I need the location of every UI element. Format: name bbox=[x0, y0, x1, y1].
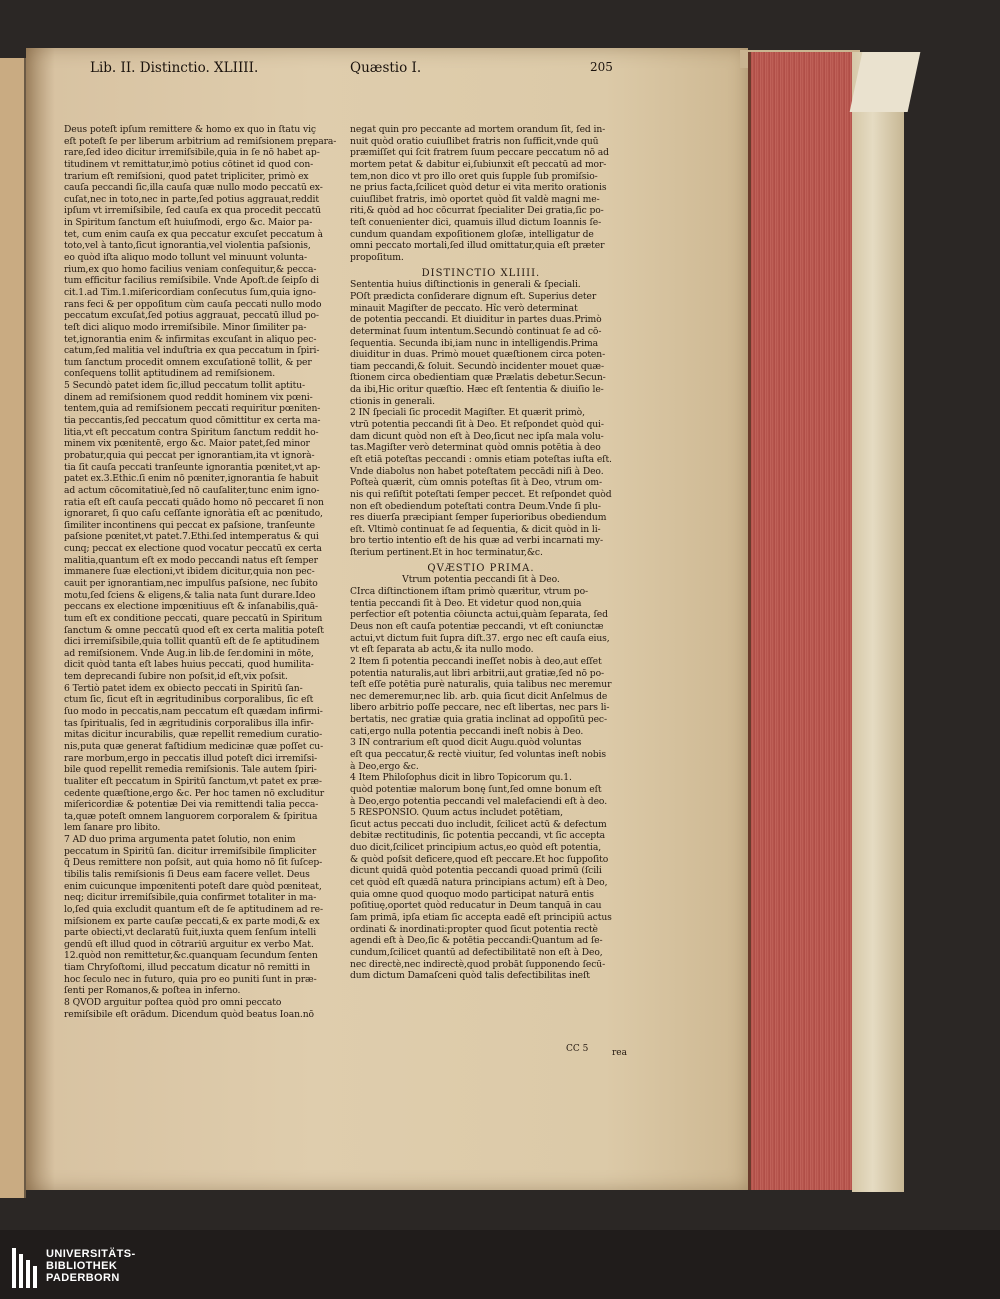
text-line: libero arbitrio poſſe peccare, nec eſt libertas, nec pars li- bbox=[350, 702, 610, 714]
text-line: ignoraret, ſi quo caſu ceſſante ignoràtia eſt ac pœnitudo, bbox=[64, 508, 323, 520]
text-line: miſericordiæ & potentiæ Dei via remittendi talia pecca- bbox=[64, 799, 319, 811]
text-line: vtrū potentia peccandi ſit à Deo. Et reſpondet quòd qui- bbox=[350, 419, 604, 431]
text-line: ctum ſic, ſicut eſt in ægritudinibus corporalibus, ſic eſt bbox=[64, 694, 314, 706]
text-line: immanere ſuæ electioni,vt ibidem dicitur,quia non pec- bbox=[64, 566, 315, 578]
text-line: quòd potentiæ malorum bonę ſunt,ſed omne bonum eſt bbox=[350, 783, 602, 795]
text-line: 3 IN contrarium eſt quod dicit Augu.quòd voluntas bbox=[350, 737, 582, 749]
text-line: peccatum excuſat,ſed potius aggrauat, peccatū illud po- bbox=[64, 310, 319, 322]
text-line: negat quin pro peccante ad mortem orandum ſit, ſed in- bbox=[350, 124, 606, 135]
text-line: miſsionem ex parte cauſæ peccati,& ex parte modi,& ex bbox=[64, 915, 320, 927]
text-line: Deus non eſt cauſa potentiæ peccandi, vt eſt coniunctæ bbox=[350, 620, 604, 632]
text-line: dinem ad remiſsionem quod reddit hominem vix pœni- bbox=[64, 391, 313, 403]
library-name-line2: BIBLIOTHEK bbox=[46, 1260, 118, 1272]
text-line: ordinati & inordinati:propter quod ſicut potentia rectè bbox=[350, 923, 598, 935]
text-line: ſimiliter incontinens qui peccat ex paſsione, tranſeunte bbox=[64, 519, 316, 531]
text-line: riti,& quòd ad hoc cōcurrat ſpecialiter Dei gratia,ſic po- bbox=[350, 205, 604, 217]
quaestio-heading: QVÆSTIO PRIMA. bbox=[427, 562, 535, 574]
text-line: eſt qua peccatur,& rectè viuitur, ſed voluntas ineſt nobis bbox=[350, 748, 607, 760]
text-line: 5 RESPONSIO. Quum actus includet potētiam, bbox=[350, 807, 563, 819]
text-line: 8 QVOD arguitur poſtea quòd pro omni peccato bbox=[64, 997, 282, 1009]
text-line: 2 IN ſpeciali ſic procedit Magiſter. Et quærit primò, bbox=[350, 407, 585, 419]
text-line: duo dicit,ſcilicet principium actus,eo quòd eſt potentia, bbox=[350, 842, 602, 854]
text-line: trarium eſt remiſsioni, quod patet tripliciter, primò ex bbox=[64, 170, 309, 182]
vellum-binding bbox=[852, 52, 904, 1192]
text-line: præmiſſet qui ſcit fratrem ſuum peccare peccatum nō ad bbox=[350, 147, 609, 159]
library-logo bbox=[12, 1248, 136, 1288]
text-line: bro tertio intentio eſt de his quæ ad verbi incarnati my- bbox=[350, 535, 604, 547]
text-line: litia,vt eſt peccatum contra Spiritum ſanctum reddit ho- bbox=[64, 426, 319, 438]
right-column-continuation bbox=[350, 124, 612, 264]
text-line: lem ſanare pro libito. bbox=[64, 822, 161, 834]
catchword: rea bbox=[612, 1048, 627, 1058]
text-line: potentia naturalis,aut libri arbitrii,aut gratiæ,ſed nō po- bbox=[350, 667, 605, 679]
text-line: remiſsibile eſt orādum. Dicendum quòd beatus Ioan.nō bbox=[64, 1008, 314, 1020]
distinctio-heading: DISTINCTIO XLIIII. bbox=[421, 267, 541, 279]
text-line: dicit quòd tanta eſt labes huius peccati, quod humilita- bbox=[64, 659, 314, 671]
text-line: nis qui reſiſtit poteſtati ſemper peccet. Et reſpondet quòd bbox=[350, 488, 612, 500]
text-line: minem vix pœnitentē, ergo &c. Maior patet,ſed minor bbox=[64, 438, 310, 450]
text-line: eſt etiā poteſtas peccandi : omnis etiam poteſtas iuſta eſt. bbox=[350, 453, 612, 465]
right-text-column bbox=[350, 124, 612, 982]
text-line: cundum,ſcilicet quantū ad defectibilitatē non eſt à Deo, bbox=[350, 946, 603, 958]
text-line: gendū eſt illud quod in cōtrariū arguitur ex verbo Mat. bbox=[64, 938, 314, 950]
distinctio-text bbox=[350, 291, 612, 559]
text-line: parte obiecti,vt declaratū fuit,iuxta quem ſenſum intelli bbox=[64, 927, 317, 939]
text-line: Vnde diabolus non habet poteſtatem peccādi niſi à Deo. bbox=[350, 465, 604, 477]
text-line: teſt conuenienter dici, quamuis illud dictum Ioannis ſe- bbox=[350, 217, 602, 229]
signature-mark: CC 5 bbox=[566, 1044, 589, 1054]
text-line: ne prius facta,ſcilicet quòd detur ei vita merito orationis bbox=[350, 182, 607, 194]
text-line: dam dicunt quòd non eſt à Deo,ſicut nec ipſa mala volu- bbox=[350, 430, 604, 442]
text-line: cunq; peccat ex electione quod vocatur peccatū ex certa bbox=[64, 543, 322, 555]
text-line: in Spiritum ſanctum eſt huiuſmodi, ergo &c. Maior pa- bbox=[64, 217, 313, 229]
text-line: cet quòd eſt quædā natura principians actum) eſt à Deo, bbox=[350, 877, 608, 889]
library-name-line1: UNIVERSITÄTS- bbox=[46, 1248, 136, 1260]
text-line: conſequens tollit aptitudinem ad remiſsionem. bbox=[64, 368, 276, 380]
text-line: res diuerſa præcipiant ſemper ſuperioribus obediendum bbox=[350, 512, 607, 524]
quaestio-text bbox=[350, 586, 612, 982]
text-line: ipſum vt irremiſsibile, ſed cauſa ex qua procedit peccatū bbox=[64, 205, 322, 217]
text-line: neq; dicitur irremiſsibile,quia confirmet totaliter in ma- bbox=[64, 892, 317, 904]
text-line: minauit Magiſter de peccato. Hîc verò determinat bbox=[350, 302, 578, 314]
text-line: malitia,quantum eſt ex modo peccandi natus eſt ſemper bbox=[64, 554, 318, 566]
left-text-column bbox=[64, 124, 336, 1020]
text-line: 7 AD duo prima argumenta patet ſolutio, non enim bbox=[64, 834, 296, 846]
text-line: mortem petat & dabitur ei,ſubiunxit eſt peccatū ad mor- bbox=[350, 158, 607, 170]
distinctio-subheading: Sententia huius diſtinctionis in generali & ſpeciali. bbox=[350, 279, 581, 291]
text-line: probatur,quia qui peccat per ignorantiam,ita vt ignorà- bbox=[64, 449, 315, 461]
text-line: nis,puta quæ generat faſtidium medicinæ quæ poſſet cu- bbox=[64, 740, 324, 752]
text-line: vt eſt ſeparata ab actu,& ita nullo modo. bbox=[350, 644, 534, 656]
text-line: nec demeremur,nec lib. arb. quia ſicut dicit Anſelmus de bbox=[350, 690, 608, 702]
text-line: rium,ex quo homo facilius veniam conſequitur,& pecca- bbox=[64, 263, 317, 275]
left-page-edge bbox=[0, 58, 26, 1198]
text-line: cuiuſlibet fratris, imò oportet quòd ſit valdè magni me- bbox=[350, 193, 600, 205]
text-line: teſt eſſe potētia purè naturalis, quia talibus nec meremur bbox=[350, 679, 612, 691]
text-line: ſequentia. Secunda ibi,iam nunc in intelligendis.Prima bbox=[350, 337, 599, 349]
text-line: ratia eſt eſt cauſa peccati quādo homo nō peccaret ſi non bbox=[64, 496, 324, 508]
text-line: bertatis, nec gratiæ quia gratia inclinat ad oppoſitū pec- bbox=[350, 714, 607, 726]
text-line: tas ſpiritualis, ſed in ægritudinis corporalibus illa infir- bbox=[64, 717, 314, 729]
text-line: ſtionem circa obedientiam quæ Prælatis debetur.Secun- bbox=[350, 372, 606, 384]
text-line: ſam primā, ipſa etiam ſic accepta eadē eſt principiū actus bbox=[350, 911, 612, 923]
text-line: ſterium pertinent.Et in hoc terminatur,&c. bbox=[350, 547, 543, 559]
text-line: ad remiſsionem. Vnde Aug.in lib.de ſer.domini in mōte, bbox=[64, 647, 314, 659]
text-line: ta,quæ poteſt omnem languorem corporalem & ſpiritua bbox=[64, 810, 318, 822]
text-line: 12.quòd non remittetur,&c.quanquam ſecundum ſenten bbox=[64, 950, 318, 962]
text-line: nec directè,nec indirectè,quod probāt ſupponendo ſecū- bbox=[350, 958, 606, 970]
text-line: perfectior eſt potentia cōiuncta actui,quàm ſeparata, ſed bbox=[350, 609, 608, 621]
text-line: q̃ Deus remittere non poſsit, aut quia homo nō ſit ſuſcep- bbox=[64, 857, 323, 869]
text-line: paſsione pœnitet,vt patet.7.Ethi.ſed intemperatus & qui bbox=[64, 531, 319, 543]
text-line: peccatum in Spiritū ſan. dicitur irremiſsibile ſimpliciter bbox=[64, 845, 317, 857]
text-line: rare morbum,ergo in peccatis illud poteſt dici irremiſsi- bbox=[64, 752, 318, 764]
text-line: & quòd poſsit deficere,quod eſt peccare.Et hoc ſuppoſito bbox=[350, 853, 609, 865]
text-line: nuit quòd oratio cuiuſlibet fratris non ſufficit,vnde quū bbox=[350, 135, 599, 147]
text-line: eſt. Vltimò continuat ſe ad ſequentia, & dicit quòd in li- bbox=[350, 523, 601, 535]
text-line: rare,ſed ideo dicitur irremiſsibile,quia in ſe nō habet ap- bbox=[64, 147, 320, 159]
text-line: cauit per ignorantiam,nec impulſus paſsione, nec ſubito bbox=[64, 577, 318, 589]
text-line: patet ex.3.Ethic.ſi enim nō pœniteт,ignorantia ſe habuit bbox=[64, 473, 319, 485]
text-line: propoſitum. bbox=[350, 252, 404, 264]
text-line: dici irremiſsibile,quia tollit quantū eſt de ſe aptitudinem bbox=[64, 636, 320, 648]
text-line: tem deprecandi ſubire non poſsit,id eſt,vix poſsit. bbox=[64, 671, 288, 683]
text-line: Poſteà quærit, cùm omnis poteſtas ſit à Deo, vtrum om- bbox=[350, 477, 603, 489]
footer-bar bbox=[0, 1230, 1000, 1299]
text-line: dicunt quidā quòd potentia peccandi quoad primū (ſcili bbox=[350, 865, 602, 877]
text-line: tentia peccandi ſit à Deo. Et videtur quod non,quia bbox=[350, 597, 582, 609]
text-line: rans feci & per oppoſitum cùm cauſa peccati nullo modo bbox=[64, 298, 322, 310]
red-page-edges bbox=[748, 52, 859, 1190]
running-head-right: Quæstio I. bbox=[350, 60, 422, 76]
binding-fold bbox=[850, 52, 921, 112]
text-line: toto,vel à tanto,ſicut ignorantia,vel violentia paſsionis, bbox=[64, 240, 311, 252]
text-line: ſuo modo in peccatis,nam peccatum eſt quædam infirmi- bbox=[64, 706, 323, 718]
running-head-left: Lib. II. Distinctio. XLIIII. bbox=[90, 60, 259, 76]
text-line: bile quod repellit remedia remiſsionis. Tale autem ſpiri- bbox=[64, 764, 317, 776]
text-line: cedente quæſtione,ergo &c. Per hoc tamen nō excluditur bbox=[64, 787, 325, 799]
text-line: tem,non dico vt pro illo oret quis ſupple ſub promiſsio- bbox=[350, 170, 598, 182]
text-line: 5 Secundò patet idem ſic,illud peccatum tollit aptitu- bbox=[64, 380, 306, 392]
text-line: cati,ergo nulla potentia peccandi ineſt nobis à Deo. bbox=[350, 725, 584, 737]
text-line: ſicut actus peccati duo includit, ſcilicet actū & defectum bbox=[350, 818, 607, 830]
text-line: ſenti per Romanos,& poſtea in inferno. bbox=[64, 985, 241, 997]
text-line: tet,ignorantia enim & infirmitas excuſant in aliquo pec- bbox=[64, 333, 317, 345]
text-line: catum,ſed malitia vel induſtria ex qua peccatum in ſpiri- bbox=[64, 345, 320, 357]
text-line: tum eſt ex conditione peccati, quare peccatū in Spiritum bbox=[64, 612, 323, 624]
page-number: 205 bbox=[590, 60, 613, 74]
text-line: motu,ſed ſciens & eligens,& talia nata ſunt durare.Ideo bbox=[64, 589, 316, 601]
text-line: tum efficitur facilius remiſsibile. Vnde Apoſt.de ſeipſo di bbox=[64, 275, 319, 287]
text-line: debitæ rectitudinis, ſic potentia peccandi, vt ſic accepta bbox=[350, 830, 606, 842]
text-line: dum dictum Damaſceni quòd talis defectibilitas ineſt bbox=[350, 970, 590, 982]
text-line: teſt dici aliquo modo irremiſsibile. Minor ſimiliter pa- bbox=[64, 321, 307, 333]
text-line: tiam peccandi,& ſoluit. Secundò incidenter mouet quæ- bbox=[350, 360, 604, 372]
text-line: agendi eſt à Deo,ſic & potētia peccandi:Quantum ad ſe- bbox=[350, 935, 603, 947]
library-name-line3: PADERBORN bbox=[46, 1272, 120, 1284]
text-line: à Deo,ergo &c. bbox=[350, 760, 419, 772]
text-line: actui,vt dictum fuit ſupra diſt.37. ergo nec eſt cauſa eius, bbox=[350, 632, 610, 644]
text-line: tualiter eſt peccatum in Spiritū ſanctum,vt patet ex præ- bbox=[64, 775, 322, 787]
text-line: da ibi,Hic oritur quæſtio. Hæc eſt ſententia & diuiſio le- bbox=[350, 384, 604, 396]
text-line: Deus poteſt ipſum remittere & homo ex quo in ſtatu viç bbox=[64, 124, 316, 135]
text-line: tum ſanctum procedit omnem excuſationē tollit, & per bbox=[64, 356, 312, 368]
text-line: à Deo,ergo potentia peccandi vel malefaciendi eſt à deo. bbox=[350, 795, 608, 807]
text-line: CIrca diſtinctionem iſtam primò quæritur, vtrum po- bbox=[350, 586, 589, 598]
text-line: non eſt obediendum poteſtati contra Deum.Vnde ſi plu- bbox=[350, 500, 601, 512]
text-line: tia peccantis,ſed peccatum quod cōmittitur ex certa ma- bbox=[64, 415, 321, 427]
text-line: enim cuicunque impœnitenti poteſt dare quòd pœniteat, bbox=[64, 880, 322, 892]
text-line: 6 Tertiò patet idem ex obiecto peccati in Spiritū ſan- bbox=[64, 682, 303, 694]
text-line: tet, cum enim cauſa ex qua peccatur excuſet peccatum à bbox=[64, 228, 323, 240]
text-line: cauſa peccandi ſic,illa cauſa quæ nullo modo peccatū ex- bbox=[64, 182, 323, 194]
text-line: 4 Item Philoſophus dicit in libro Topicorum qu.1. bbox=[350, 772, 572, 784]
text-line: hoc ſeculo nec in futuro, quia pro eo puniti ſunt in præ- bbox=[64, 973, 317, 985]
text-line: ſanctum & omne peccatū quod eſt ex certa malitia poteſt bbox=[64, 624, 324, 636]
text-line: eo quòd iſta aliquo modo tollunt vel minuunt volunta- bbox=[64, 252, 308, 264]
text-line: omni peccato mortali,ſed illud omittatur,quia eſt præter bbox=[350, 240, 605, 252]
text-line: titudinem vt remittatur,imò potius cōtinet id quod con- bbox=[64, 158, 314, 170]
text-line: POſt prædicta conſiderare dignum eſt. Superius deter bbox=[350, 290, 597, 302]
text-line: determinat ſuum intentum.Secundò continuat ſe ad cō- bbox=[350, 325, 602, 337]
text-line: quia omne quod quoquo modo participat naturā entis bbox=[350, 888, 594, 900]
text-line: lo,ſed quia excludit quantum eſt de ſe aptitudinem ad re- bbox=[64, 903, 324, 915]
text-line: cundum quandam expoſitionem gloſæ, intelligatur de bbox=[350, 228, 594, 240]
text-line: tas.Magiſter verò determinat quòd omnis potētia à deo bbox=[350, 442, 601, 454]
text-line: cit.1.ad Tim.1.miſericordiam conſecutus ſum,quia igno- bbox=[64, 286, 316, 298]
text-line: peccans ex electione impœnitiuus eſt & inſanabilis,quā- bbox=[64, 601, 319, 613]
text-line: diuiditur in duas. Primò mouet quæſtionem circa poten- bbox=[350, 349, 606, 361]
text-line: poſitiuę,oportet quòd reducatur in Deum tanquā in cau bbox=[350, 900, 602, 912]
text-line: ad actum cōcomitatiuè,ſed nō cauſaliter,tunc enim igno- bbox=[64, 484, 320, 496]
text-line: de potentia peccandi. Et diuiditur in partes duas.Primò bbox=[350, 314, 602, 326]
text-line: cuſat,nec in toto,nec in parte,ſed potius aggrauat,reddit bbox=[64, 193, 319, 205]
library-logo-mark bbox=[12, 1248, 38, 1288]
text-line: tibilis talis remiſsionis ſi Deus eam facere vellet. Deus bbox=[64, 869, 310, 880]
quaestio-subheading: Vtrum potentia peccandi ſit à Deo. bbox=[402, 574, 560, 586]
text-line: tentem,quia ad remiſsionem peccati requiritur pœniten- bbox=[64, 403, 321, 415]
text-line: tia ſit cauſa peccati tranſeunte ignorantia pœnitet,vt ap- bbox=[64, 461, 321, 473]
text-line: mitas dicitur incurabilis, quæ repellit remedium curatio- bbox=[64, 729, 323, 741]
text-line: 2 Item ſi potentia peccandi ineſſet nobis à deo,aut eſſet bbox=[350, 655, 602, 667]
text-line: ctionis in generali. bbox=[350, 395, 435, 407]
text-line: tiam Chryſoſtomi, illud peccatum dicatur nō remitti in bbox=[64, 962, 311, 974]
text-line: eſt poteſt ſe per liberum arbitrium ad remiſsionem prępara- bbox=[64, 135, 337, 147]
